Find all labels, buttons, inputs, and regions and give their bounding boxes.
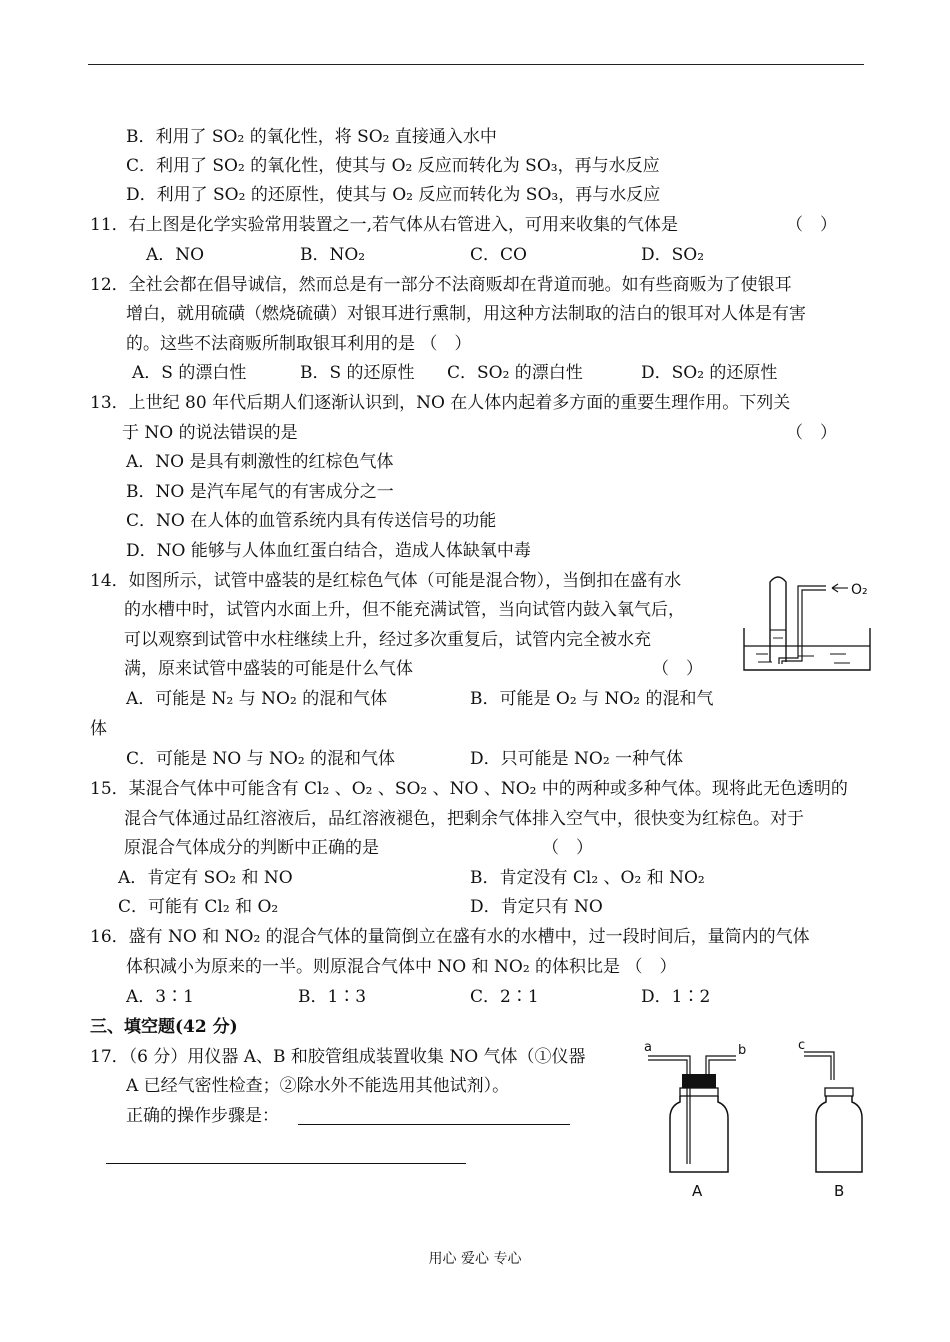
bottle-b-tube-label-c: c — [798, 1040, 806, 1053]
q14-o2-label: O₂ — [851, 582, 868, 598]
page-footer: 用心 爱心 专心 — [428, 1251, 522, 1267]
q17-answer-blank-1[interactable] — [298, 1124, 570, 1125]
q14-line-1: 14．如图所示，试管中盛装的是红棕色气体（可能是混合物），当倒扣在盛有水 — [90, 571, 682, 591]
q11-option-a: A．NO — [146, 245, 205, 265]
q10-option-c: C．利用了 SO₂ 的氧化性，使其与 O₂ 反应而转化为 SO₃，再与水反应 — [126, 156, 660, 176]
q16-option-b: B．1∶3 — [298, 987, 367, 1007]
q12-option-a: A．S 的漂白性 — [132, 363, 247, 383]
q15-line-1: 15．某混合气体中可能含有 Cl₂ 、O₂ 、SO₂ 、NO 、NO₂ 中的两种或多种气体。现将此无色透明的 — [90, 779, 848, 799]
q11-option-c: C．CO — [470, 245, 527, 265]
bottle-a-tube-label-b: b — [738, 1043, 747, 1058]
q13-option-b: B．NO 是汽车尾气的有害成分之一 — [126, 482, 394, 502]
q17-bottles-figure — [636, 1040, 886, 1205]
q12-option-c: C．SO₂ 的漂白性 — [447, 363, 583, 383]
q17-line-3: 正确的操作步骤是： — [126, 1106, 279, 1126]
q11-answer-paren: （ ） — [786, 215, 837, 235]
q12-line-2: 增白，就用硫磺（燃烧硫磺）对银耳进行熏制，用这种方法制取的洁白的银耳对人体是有害 — [126, 304, 806, 324]
q14-answer-paren: （ ） — [652, 659, 703, 679]
q11-option-d: D．SO₂ — [641, 245, 705, 265]
q14-line-2: 的水槽中时，试管内水面上升，但不能充满试管，当向试管内鼓入氧气后， — [124, 600, 685, 620]
q12-line-3: 的。这些不法商贩所制取银耳利用的是 （ ） — [126, 334, 472, 354]
q13-answer-paren: （ ） — [786, 423, 837, 443]
q12-line-1: 12．全社会都在倡导诚信，然而总是有一部分不法商贩却在背道而驰。如有些商贩为了使银耳 — [90, 275, 792, 295]
q12-option-d: D．SO₂ 的还原性 — [641, 363, 778, 383]
q11-option-b: B．NO₂ — [300, 245, 366, 265]
q16-option-a: A．3∶1 — [126, 987, 194, 1007]
q15-line-3: 原混合气体成分的判断中正确的是 — [124, 838, 379, 858]
q15-option-a: A．肯定有 SO₂ 和 NO — [118, 868, 293, 888]
q15-line-2: 混合气体通过品红溶液后，品红溶液褪色，把剩余气体排入空气中，很快变为红棕色。对于 — [124, 809, 804, 829]
q10-option-d: D．利用了 SO₂ 的还原性，使其与 O₂ 反应而转化为 SO₃，再与水反应 — [126, 185, 661, 205]
q14-apparatus-figure — [738, 568, 878, 678]
q13-option-c: C．NO 在人体的血管系统内具有传送信号的功能 — [126, 511, 497, 531]
q14-option-b: B．可能是 O₂ 与 NO₂ 的混和气 — [470, 689, 714, 709]
q13-option-d: D．NO 能够与人体血红蛋白结合，造成人体缺氧中毒 — [126, 541, 531, 561]
header-rule — [88, 64, 864, 65]
q10-option-b: B．利用了 SO₂ 的氧化性，将 SO₂ 直接通入水中 — [126, 127, 497, 147]
q15-option-d: D．肯定只有 NO — [470, 897, 603, 917]
bottle-a-label: A — [692, 1182, 703, 1200]
q14-option-b-wrap: 体 — [90, 719, 107, 739]
q13-option-a: A．NO 是具有刺激性的红棕色气体 — [126, 452, 394, 472]
bottle-b-label: B — [834, 1182, 845, 1200]
q15-answer-paren: （ ） — [542, 838, 593, 858]
q14-line-3: 可以观察到试管中水柱继续上升，经过多次重复后，试管内完全被水充 — [124, 630, 651, 650]
q16-option-c: C．2∶1 — [470, 987, 539, 1007]
q17-line-2: A 已经气密性检查；②除水外不能选用其他试剂）。 — [126, 1076, 510, 1096]
q13-line-2: 于 NO 的说法错误的是 — [122, 423, 298, 443]
section-heading: 三、填空题(42 分) — [90, 1017, 238, 1037]
q14-option-d: D．只可能是 NO₂ 一种气体 — [470, 749, 684, 769]
q14-option-c: C．可能是 NO 与 NO₂ 的混和气体 — [126, 749, 396, 769]
q17-answer-blank-2[interactable] — [106, 1163, 466, 1164]
q13-line-1: 13．上世纪 80 年代后期人们逐渐认识到，NO 在人体内起着多方面的重要生理作用。下列关 — [90, 393, 791, 413]
bottle-a-tube-label-a: a — [644, 1040, 652, 1055]
q15-option-b: B．肯定没有 Cl₂ 、O₂ 和 NO₂ — [470, 868, 705, 888]
q12-option-b: B．S 的还原性 — [300, 363, 415, 383]
q15-option-c: C．可能有 Cl₂ 和 O₂ — [118, 897, 279, 917]
q17-line-1: 17．（6 分）用仪器 A、B 和胶管组成装置收集 NO 气体（①仪器 — [90, 1047, 586, 1067]
q16-option-d: D．1∶2 — [641, 987, 711, 1007]
q11-stem: 11．右上图是化学实验常用装置之一,若气体从右管进入，可用来收集的气体是 — [90, 215, 679, 235]
q16-line-2: 体积减小为原来的一半。则原混合气体中 NO 和 NO₂ 的体积比是 （ ） — [126, 957, 677, 977]
q14-line-4: 满，原来试管中盛装的可能是什么气体 — [124, 659, 413, 679]
q16-line-1: 16．盛有 NO 和 NO₂ 的混合气体的量筒倒立在盛有水的水槽中，过一段时间后，量筒内的气体 — [90, 927, 810, 947]
q14-option-a: A．可能是 N₂ 与 NO₂ 的混和气体 — [126, 689, 388, 709]
